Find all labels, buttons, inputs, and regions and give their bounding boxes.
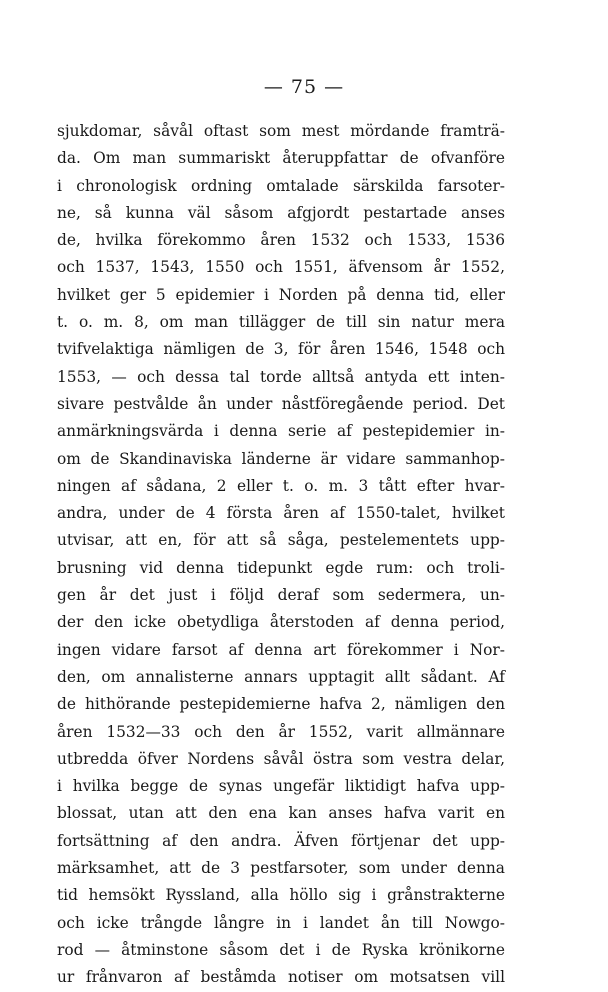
text-line: de hithörande pestepidemierne hafva 2, nämligen den (57, 695, 505, 714)
text-line: tvifvelaktiga nämligen de 3, för åren 1546, 1548 och (57, 340, 505, 359)
text-line: utbredda öfver Nordens såvål östra som vestra delar, (57, 749, 505, 768)
body-text (57, 118, 505, 992)
text-line: hvilket ger 5 epidemier i Norden på denna tid, eller (57, 285, 505, 304)
text-line: fortsättning af den andra. Äfven förtjenar det upp- (57, 831, 505, 850)
text-line: tid hemsökt Ryssland, alla höllo sig i grånstrakterne (57, 886, 505, 905)
text-line: de, hvilka förekommo åren 1532 och 1533, 1536 (57, 231, 505, 250)
text-line: t. o. m. 8, om man tillägger de till sin natur mera (57, 313, 505, 332)
text-line: ne, så kunna väl såsom afgjordt pestartade anses (57, 203, 505, 222)
text-line: ningen af sådana, 2 eller t. o. m. 3 tått efter hvar- (57, 476, 505, 495)
text-line: 1553, — och dessa tal torde alltså antyda ett inten- (57, 367, 505, 386)
text-line: och 1537, 1543, 1550 och 1551, äfvensom år 1552, (57, 258, 505, 277)
text-line: i hvilka begge de synas ungefär liktidigt hafva upp- (57, 777, 505, 796)
text-line: da. Om man summariskt återuppfattar de ofvanföre (57, 149, 505, 168)
text-line: ingen vidare farsot af denna art förekommer i Nor- (57, 640, 505, 659)
text-line: sivare pestvålde ån under nåstföregående period. Det (57, 394, 505, 413)
text-line: rod — åtminstone såsom det i de Ryska krönikorne (57, 940, 505, 959)
text-line: ur frånvaron af beståmda notiser om motsatsen vill (57, 968, 505, 987)
text-line: gen år det just i följd deraf som sedermera, un- (57, 586, 505, 605)
page-number: — 75 — (263, 76, 345, 98)
text-line: der den icke obetydliga återstoden af denna period, (57, 613, 505, 632)
text-line: i chronologisk ordning omtalade särskilda farsoter- (57, 176, 505, 195)
text-line: åren 1532—33 och den år 1552, varit allmännare (57, 722, 505, 741)
text-line: märksamhet, att de 3 pestfarsoter, som under denna (57, 859, 505, 878)
text-line: den, om annalisterne annars upptagit allt sådant. Af (57, 667, 505, 686)
text-line: om de Skandinaviska länderne är vidare sammanhop- (57, 449, 505, 468)
text-line: utvisar, att en, för att så såga, pestelementets upp- (57, 531, 505, 550)
text-line: sjukdomar, såvål oftast som mest mördande framträ- (57, 122, 505, 140)
text-line: brusning vid denna tidepunkt egde rum: och troli- (57, 558, 505, 577)
text-line: och icke trångde långre in i landet ån till Nowgo- (57, 913, 505, 932)
text-line: blossat, utan att den ena kan anses hafva varit en (57, 804, 505, 823)
text-line: andra, under de 4 första åren af 1550-talet, hvilket (57, 504, 505, 523)
text-line: anmärkningsvärda i denna serie af pestepidemier in- (57, 422, 505, 441)
